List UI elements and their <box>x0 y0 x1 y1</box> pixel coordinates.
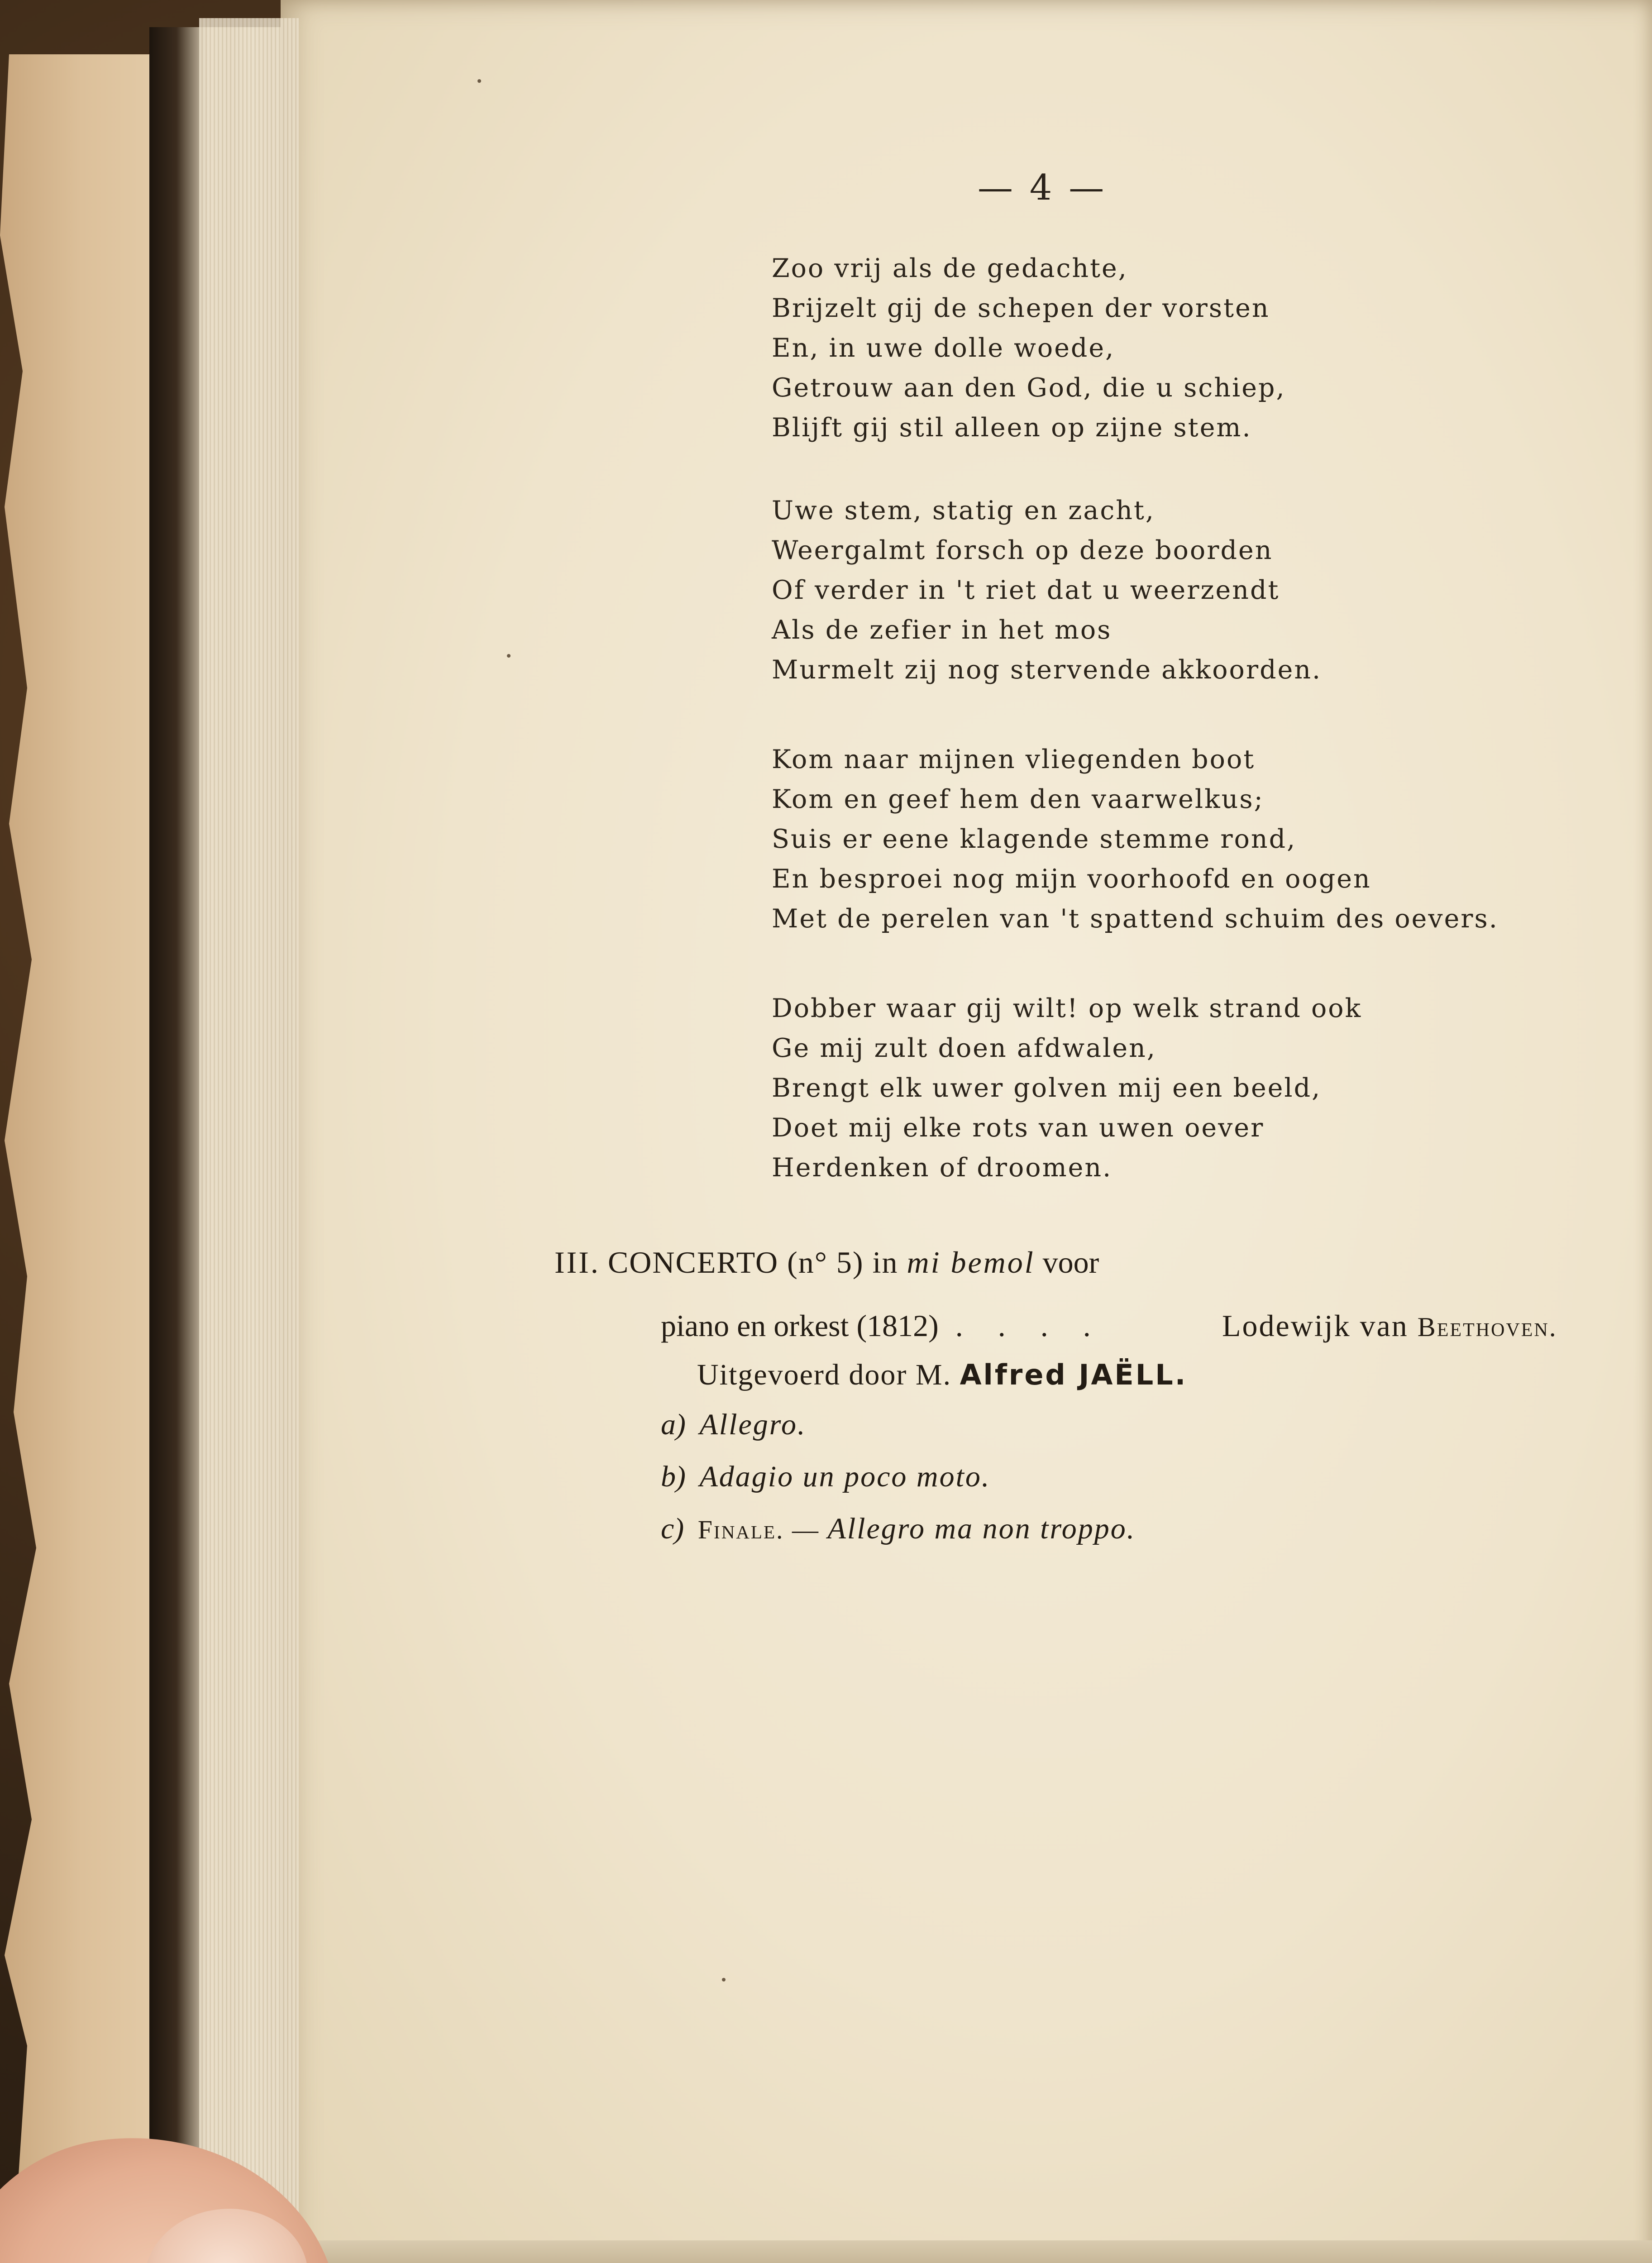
performer-line <box>697 1358 1187 1392</box>
poem-line: Dobber waar gij wilt! op welk strand ook <box>772 993 1362 1023</box>
program-title-a: CONCERTO (n° 5) in <box>607 1245 907 1280</box>
program-title-b: voor <box>1035 1245 1099 1280</box>
leader-dots: . . . . <box>955 1308 1104 1343</box>
program-number: III. <box>554 1245 600 1280</box>
composer-first: Lodewijk van <box>1222 1308 1418 1343</box>
movement-title: Allegro. <box>699 1408 807 1441</box>
movement-letter: b) <box>661 1460 686 1493</box>
composer <box>1222 1308 1557 1344</box>
poem-line: Uwe stem, statig en zacht, <box>772 496 1155 525</box>
movement-title: Adagio un poco moto. <box>699 1460 991 1493</box>
movement-item <box>661 1408 807 1442</box>
poem-line: Kom naar mijnen vliegenden boot <box>772 745 1256 774</box>
poem-line: Suis er eene klagende stemme rond, <box>772 824 1297 854</box>
poem-line: Getrouw aan den God, die u schiep, <box>772 373 1286 403</box>
poem-line: Blijft gij stil alleen op zijne stem. <box>772 413 1252 443</box>
poem-line: Doet mij elke rots van uwen oever <box>772 1113 1265 1143</box>
movement-letter: a) <box>661 1408 686 1441</box>
poem-line: Als de zefier in het mos <box>772 615 1112 645</box>
poem-line: Ge mij zult doen afdwalen, <box>772 1033 1156 1063</box>
poem-line: Brijzelt gij de schepen der vorsten <box>772 293 1270 323</box>
performer-prefix: Uitgevoerd door M. <box>697 1358 960 1391</box>
paper-speck <box>477 79 481 83</box>
movement-item <box>661 1512 1136 1546</box>
poem-line: Zoo vrij als de gedachte, <box>772 253 1128 283</box>
movement-letter: c) <box>661 1512 684 1545</box>
book-bottom-edge <box>290 2240 1652 2263</box>
page-edges <box>199 18 299 2254</box>
program-key: mi bemol <box>907 1245 1035 1280</box>
movement-item <box>661 1460 990 1494</box>
paper-speck <box>507 654 511 658</box>
poem-line: Met de perelen van 't spattend schuim des oevers. <box>772 904 1499 934</box>
program-instrumentation <box>661 1308 1104 1344</box>
movement-prefix: Finale. — <box>697 1515 828 1544</box>
paper-speck <box>722 1978 726 1981</box>
poem-line: Of verder in 't riet dat u weerzendt <box>772 575 1280 605</box>
poem-line: Brengt elk uwer golven mij een beeld, <box>772 1073 1322 1103</box>
performer-name: Alfred JAËLL. <box>960 1358 1188 1391</box>
page-number: — 4 — <box>978 167 1107 208</box>
poem-line: Murmelt zij nog stervende akkoorden. <box>772 655 1322 685</box>
poem-line: En besproei nog mijn voorhoofd en oogen <box>772 864 1371 894</box>
movement-title: Allegro ma non troppo. <box>827 1512 1136 1545</box>
poem-line: Weergalmt forsch op deze boorden <box>772 535 1273 565</box>
poem-line: Kom en geef hem den vaarwelkus; <box>772 784 1264 814</box>
left-page-remnant <box>0 54 163 2182</box>
composer-last: Beethoven. <box>1417 1312 1557 1342</box>
poem-line: En, in uwe dolle woede, <box>772 333 1115 363</box>
instrumentation-text: piano en orkest (1812) <box>661 1308 939 1343</box>
program-entry-heading <box>554 1245 1099 1280</box>
poem-line: Herdenken of droomen. <box>772 1153 1112 1183</box>
